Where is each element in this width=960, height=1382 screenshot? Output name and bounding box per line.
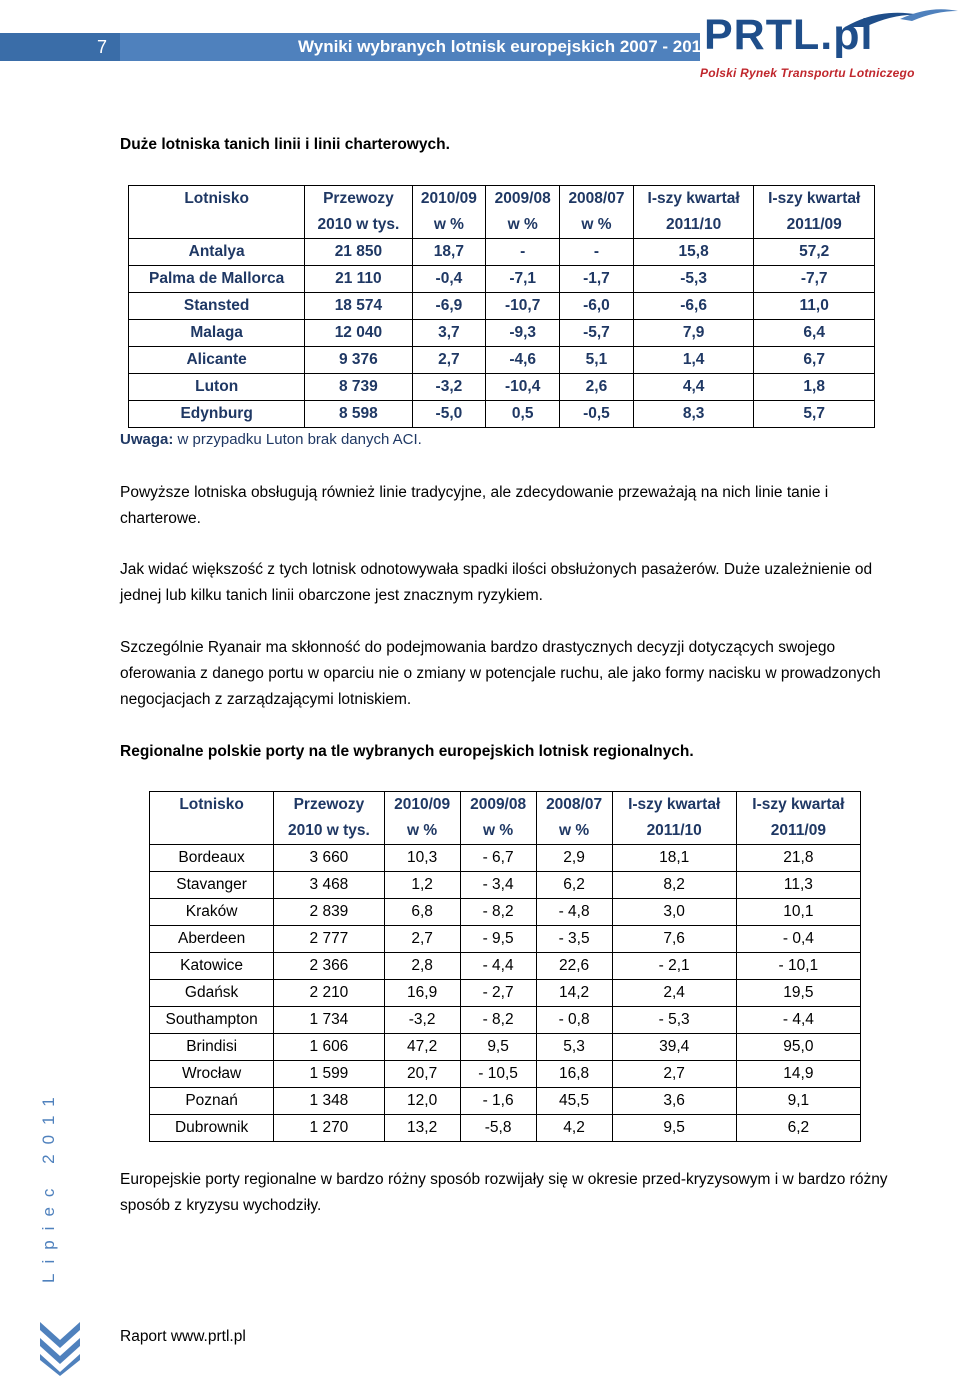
table-row (150, 1007, 861, 1034)
value-cell: 10,3 (384, 845, 460, 872)
col-header: 2008/07 (560, 186, 634, 213)
paragraph: Jak widać większość z tych lotnisk odnotowywała spadki ilości obsłużonych pasażerów. Duże uzależnienie od jednej lub kilku tanich linii obarczone jest znacznym ryzykiem. (120, 561, 873, 604)
prtl-logo (700, 5, 960, 85)
col-header: w % (412, 212, 486, 239)
table-row (150, 980, 861, 1007)
value-cell: 39,4 (612, 1034, 736, 1061)
value-cell: -3,2 (412, 374, 486, 401)
value-cell: 5,1 (560, 347, 634, 374)
side-date-text: Lipiec 2011 (39, 1087, 58, 1283)
value-cell: -5,0 (412, 401, 486, 428)
value-cell: 1 606 (274, 1034, 384, 1061)
value-cell: 4,2 (536, 1115, 612, 1142)
value-cell: - 5,3 (612, 1007, 736, 1034)
value-cell: 2 366 (274, 953, 384, 980)
value-cell: 2 839 (274, 899, 384, 926)
value-cell: -7,1 (486, 266, 560, 293)
col-header: Lotnisko (129, 186, 305, 213)
value-cell: -5,7 (560, 320, 634, 347)
value-cell: - 4,8 (536, 899, 612, 926)
airport-name-cell: Poznań (150, 1088, 274, 1115)
note-text: w przypadku Luton brak danych ACI. (177, 431, 422, 448)
value-cell: 1,4 (633, 347, 754, 374)
airport-name-cell: Alicante (129, 347, 305, 374)
value-cell: - 10,1 (736, 953, 860, 980)
col-header: I-szy kwartał (612, 792, 736, 819)
section2-heading: Regionalne polskie porty na tle wybranych europejskich lotnisk regionalnych. (120, 743, 694, 760)
value-cell: 10,1 (736, 899, 860, 926)
value-cell: 9,5 (612, 1115, 736, 1142)
col-header: w % (486, 212, 560, 239)
airport-name-cell: Stansted (129, 293, 305, 320)
col-header: Lotnisko (150, 792, 274, 819)
paragraph: Powyższe lotniska obsługują również linie tradycyjne, ale zdecydowanie przeważają na nich linie tanie i charterowe. (120, 484, 829, 527)
value-cell: 6,7 (754, 347, 875, 374)
col-header: w % (536, 818, 612, 845)
value-cell: 95,0 (736, 1034, 860, 1061)
value-cell: 11,0 (754, 293, 875, 320)
value-cell: - 1,6 (460, 1088, 536, 1115)
value-cell: 20,7 (384, 1061, 460, 1088)
value-cell: 3 660 (274, 845, 384, 872)
value-cell: 8,3 (633, 401, 754, 428)
value-cell: 13,2 (384, 1115, 460, 1142)
value-cell: 9,5 (460, 1034, 536, 1061)
value-cell: 16,8 (536, 1061, 612, 1088)
value-cell: 22,6 (536, 953, 612, 980)
value-cell: - 2,1 (612, 953, 736, 980)
value-cell: - (560, 239, 634, 266)
value-cell: 5,3 (536, 1034, 612, 1061)
value-cell: 21 850 (305, 239, 412, 266)
page-title: Wyniki wybranych lotnisk europejskich 2007 - 2010 (298, 37, 711, 56)
value-cell: -3,2 (384, 1007, 460, 1034)
value-cell: 16,9 (384, 980, 460, 1007)
chevron-down-icon (38, 1318, 82, 1376)
value-cell: 6,2 (536, 872, 612, 899)
col-header: 2009/08 (460, 792, 536, 819)
airport-name-cell: Brindisi (150, 1034, 274, 1061)
table-row (129, 347, 875, 374)
value-cell: 18,7 (412, 239, 486, 266)
value-cell: 9 376 (305, 347, 412, 374)
value-cell: - 4,4 (460, 953, 536, 980)
value-cell: 1,2 (384, 872, 460, 899)
value-cell: 2,7 (412, 347, 486, 374)
value-cell: -0,5 (560, 401, 634, 428)
col-header: 2009/08 (486, 186, 560, 213)
value-cell: 2 777 (274, 926, 384, 953)
col-header: 2008/07 (536, 792, 612, 819)
value-cell: 8,2 (612, 872, 736, 899)
value-cell: - 8,2 (460, 1007, 536, 1034)
col-header: 2010/09 (384, 792, 460, 819)
airport-name-cell: Southampton (150, 1007, 274, 1034)
value-cell: -4,6 (486, 347, 560, 374)
col-header: 2011/09 (736, 818, 860, 845)
value-cell: 15,8 (633, 239, 754, 266)
value-cell: 2,6 (560, 374, 634, 401)
value-cell: - 0,8 (536, 1007, 612, 1034)
value-cell: 1 348 (274, 1088, 384, 1115)
table-row (150, 872, 861, 899)
col-header: 2011/09 (754, 212, 875, 239)
table-row (150, 926, 861, 953)
airport-name-cell: Dubrownik (150, 1115, 274, 1142)
value-cell: 45,5 (536, 1088, 612, 1115)
table-row (129, 266, 875, 293)
value-cell: - 0,4 (736, 926, 860, 953)
value-cell: 2,7 (384, 926, 460, 953)
value-cell: 47,2 (384, 1034, 460, 1061)
value-cell: 3 468 (274, 872, 384, 899)
airport-name-cell: Malaga (129, 320, 305, 347)
table-row (129, 320, 875, 347)
table-row (129, 239, 875, 266)
value-cell: 3,6 (612, 1088, 736, 1115)
value-cell: - 10,5 (460, 1061, 536, 1088)
value-cell: -7,7 (754, 266, 875, 293)
table-row (150, 1061, 861, 1088)
airport-name-cell: Gdańsk (150, 980, 274, 1007)
value-cell: 2,9 (536, 845, 612, 872)
col-header: w % (560, 212, 634, 239)
col-header (129, 212, 305, 239)
value-cell: -10,4 (486, 374, 560, 401)
table-row (150, 899, 861, 926)
table-row (150, 845, 861, 872)
col-header: Przewozy (305, 186, 412, 213)
table-note (120, 429, 422, 451)
value-cell: 4,4 (633, 374, 754, 401)
value-cell: 8 598 (305, 401, 412, 428)
value-cell: 18 574 (305, 293, 412, 320)
regional-airports-table (149, 791, 861, 1142)
value-cell: 2 210 (274, 980, 384, 1007)
value-cell: 1 734 (274, 1007, 384, 1034)
value-cell: 14,9 (736, 1061, 860, 1088)
table-row (150, 953, 861, 980)
value-cell: - 3,5 (536, 926, 612, 953)
value-cell: - 3,4 (460, 872, 536, 899)
airport-name-cell: Wrocław (150, 1061, 274, 1088)
value-cell: 1 270 (274, 1115, 384, 1142)
value-cell: - 6,7 (460, 845, 536, 872)
value-cell: 6,2 (736, 1115, 860, 1142)
logo-text: PRTL.pl (704, 11, 874, 59)
col-header: I-szy kwartał (633, 186, 754, 213)
col-header: I-szy kwartał (754, 186, 875, 213)
value-cell: - 4,4 (736, 1007, 860, 1034)
value-cell: 9,1 (736, 1088, 860, 1115)
airport-name-cell: Katowice (150, 953, 274, 980)
value-cell: 3,0 (612, 899, 736, 926)
col-header: w % (460, 818, 536, 845)
table-row (150, 1034, 861, 1061)
col-header: 2011/10 (633, 212, 754, 239)
value-cell: 1 599 (274, 1061, 384, 1088)
value-cell: 12,0 (384, 1088, 460, 1115)
value-cell: -10,7 (486, 293, 560, 320)
value-cell: 19,5 (736, 980, 860, 1007)
value-cell: 57,2 (754, 239, 875, 266)
table-row (150, 1115, 861, 1142)
col-header: 2010 w tys. (305, 212, 412, 239)
value-cell: -5,8 (460, 1115, 536, 1142)
col-header: 2010/09 (412, 186, 486, 213)
value-cell: 3,7 (412, 320, 486, 347)
table-row (129, 401, 875, 428)
airport-name-cell: Edynburg (129, 401, 305, 428)
value-cell: -0,4 (412, 266, 486, 293)
value-cell: -6,6 (633, 293, 754, 320)
value-cell: 6,8 (384, 899, 460, 926)
value-cell: 2,8 (384, 953, 460, 980)
airport-name-cell: Palma de Mallorca (129, 266, 305, 293)
logo-subtitle: Polski Rynek Transportu Lotniczego (700, 66, 915, 80)
value-cell: -9,3 (486, 320, 560, 347)
airport-name-cell: Bordeaux (150, 845, 274, 872)
page-number: 7 (0, 33, 120, 61)
value-cell: - 2,7 (460, 980, 536, 1007)
value-cell: - 8,2 (460, 899, 536, 926)
col-header: 2010 w tys. (274, 818, 384, 845)
col-header: I-szy kwartał (736, 792, 860, 819)
airport-name-cell: Stavanger (150, 872, 274, 899)
col-header: 2011/10 (612, 818, 736, 845)
low-cost-airports-table (128, 185, 875, 428)
value-cell: -6,0 (560, 293, 634, 320)
col-header: w % (384, 818, 460, 845)
value-cell: 7,6 (612, 926, 736, 953)
note-label: Uwaga: (120, 431, 174, 448)
value-cell: - 9,5 (460, 926, 536, 953)
value-cell: -5,3 (633, 266, 754, 293)
value-cell: 1,8 (754, 374, 875, 401)
col-header: Przewozy (274, 792, 384, 819)
value-cell: 12 040 (305, 320, 412, 347)
value-cell: 2,4 (612, 980, 736, 1007)
section1-heading: Duże lotniska tanich linii i linii charterowych. (120, 136, 450, 153)
value-cell: 11,3 (736, 872, 860, 899)
table-row (129, 293, 875, 320)
airport-name-cell: Kraków (150, 899, 274, 926)
table-row (129, 374, 875, 401)
closing-paragraph: Europejskie porty regionalne w bardzo różny sposób rozwijały się w okresie przed-kryzysowym i w bardzo różny sposób z kryzysu wychodziły. (120, 1171, 888, 1214)
table-row (150, 1088, 861, 1115)
airport-name-cell: Luton (129, 374, 305, 401)
value-cell: 0,5 (486, 401, 560, 428)
value-cell: 21,8 (736, 845, 860, 872)
value-cell: 7,9 (633, 320, 754, 347)
value-cell: -1,7 (560, 266, 634, 293)
value-cell: 6,4 (754, 320, 875, 347)
paragraph: Szczególnie Ryanair ma skłonność do podejmowania bardzo drastycznych decyzji dotyczących swojego oferowania z danego portu w oparciu nie o zmiany w potencjale ruchu, ale jako formy nacisku w prowadzonych negocjacjach z zarządzającymi lotniskiem. (120, 639, 881, 708)
value-cell: 14,2 (536, 980, 612, 1007)
value-cell: 8 739 (305, 374, 412, 401)
value-cell: - (486, 239, 560, 266)
airport-name-cell: Aberdeen (150, 926, 274, 953)
value-cell: 2,7 (612, 1061, 736, 1088)
value-cell: 21 110 (305, 266, 412, 293)
value-cell: 5,7 (754, 401, 875, 428)
footer-text: Raport www.prtl.pl (120, 1328, 246, 1345)
col-header (150, 818, 274, 845)
airport-name-cell: Antalya (129, 239, 305, 266)
value-cell: 18,1 (612, 845, 736, 872)
value-cell: -6,9 (412, 293, 486, 320)
